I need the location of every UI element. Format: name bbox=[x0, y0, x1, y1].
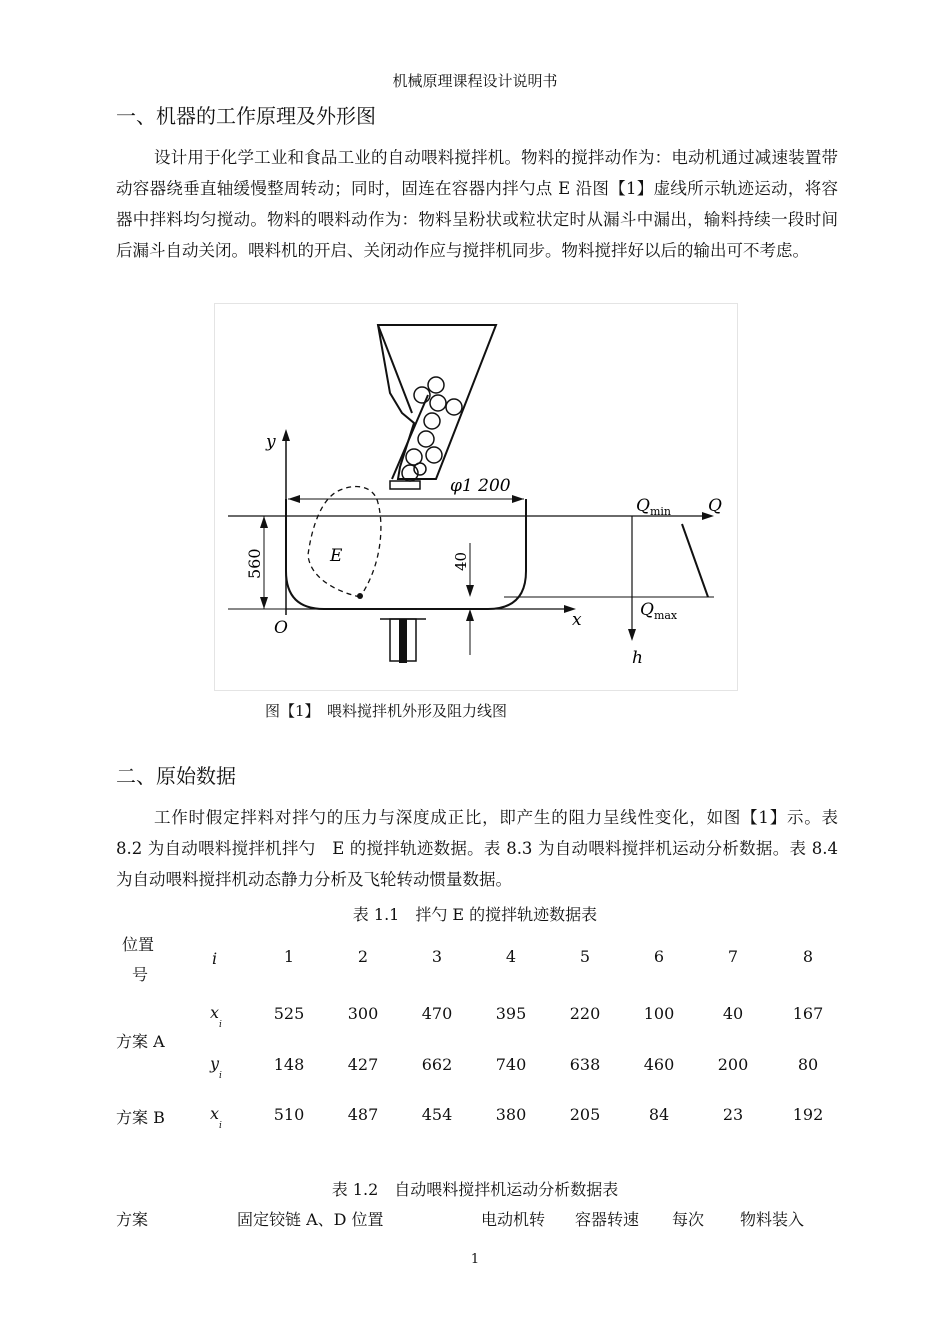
y-value: 200 bbox=[717, 1055, 749, 1074]
x-value: 84 bbox=[648, 1105, 670, 1124]
index-cell: 7 bbox=[727, 947, 739, 966]
index-symbol: i bbox=[212, 949, 218, 968]
e-label: E bbox=[330, 546, 343, 566]
x-symbol: x bbox=[210, 1003, 220, 1022]
x-value: 23 bbox=[722, 1105, 744, 1124]
table2-header-cell: 方案 bbox=[116, 1210, 149, 1229]
y-value: 740 bbox=[495, 1055, 527, 1074]
table2-header-cell: 每次 bbox=[672, 1210, 705, 1229]
y-value: 460 bbox=[643, 1055, 675, 1074]
x-value: 470 bbox=[421, 1004, 453, 1023]
qmin-symbol: Q bbox=[636, 496, 650, 516]
y-value: 662 bbox=[421, 1055, 453, 1074]
x-symbol: x bbox=[210, 1104, 220, 1123]
x-value: 100 bbox=[643, 1004, 675, 1023]
x-value: 220 bbox=[569, 1004, 601, 1023]
y-value: 80 bbox=[797, 1055, 819, 1074]
position-label-line2: 号 bbox=[132, 965, 149, 984]
depth-label: 40 bbox=[452, 551, 470, 571]
y-value: 638 bbox=[569, 1055, 601, 1074]
qmax-symbol: Q bbox=[640, 600, 654, 620]
page-number: 1 bbox=[470, 1252, 480, 1267]
section2-paragraph: 工作时假定拌料对拌勺的压力与深度成正比，即产生的阻力呈线性变化，如图【1】示。表 8.2 为自动喂料搅拌机拌勺 E 的搅拌轨迹数据。表 8.3 为自动喂料搅拌机运动分析数据。表 8.4 为自动喂料搅拌机动态静力分析及飞轮转动惯量数据。 bbox=[116, 808, 838, 889]
q-axis-label: Q bbox=[708, 496, 722, 516]
y-axis-label: y bbox=[266, 432, 276, 452]
mixer-figure bbox=[214, 303, 738, 691]
x-value: 510 bbox=[273, 1105, 305, 1124]
e-trajectory bbox=[308, 487, 381, 597]
y-symbol: y bbox=[210, 1054, 220, 1073]
hopper bbox=[378, 325, 496, 479]
index-cell: 6 bbox=[653, 947, 665, 966]
section2-title: 二、原始数据 bbox=[116, 764, 236, 788]
qmax-subscript: max bbox=[653, 609, 678, 622]
qmin-subscript: min bbox=[649, 505, 671, 518]
e-point bbox=[357, 593, 363, 599]
plan-b-label: 方案 B bbox=[116, 1108, 165, 1127]
x-value: 380 bbox=[495, 1105, 527, 1124]
index-cell: 3 bbox=[431, 947, 443, 966]
x-value: 454 bbox=[421, 1105, 453, 1124]
qmax-label bbox=[640, 600, 678, 622]
mixer-diagram bbox=[214, 303, 738, 691]
table2-caption: 表 1.2 自动喂料搅拌机运动分析数据表 bbox=[331, 1180, 619, 1199]
page-header: 机械原理课程设计说明书 bbox=[392, 72, 558, 90]
x-axis-label: x bbox=[572, 610, 582, 630]
plan-a-label: 方案 A bbox=[116, 1032, 165, 1051]
table1-caption: 表 1.1 拌勺 E 的搅拌轨迹数据表 bbox=[352, 905, 598, 924]
h-axis-label: h bbox=[632, 648, 643, 668]
y-value: 148 bbox=[273, 1055, 305, 1074]
x-value: 205 bbox=[569, 1105, 601, 1124]
table2-header-cell: 物料装入 bbox=[740, 1210, 805, 1229]
height-label: 560 bbox=[245, 548, 264, 579]
table2-header-cell: 电动机转 bbox=[481, 1210, 546, 1229]
x-value: 192 bbox=[792, 1105, 824, 1124]
x-subscript: i bbox=[219, 1020, 222, 1030]
material-particles bbox=[402, 377, 462, 481]
table2-header-cell: 固定铰链 A、D 位置 bbox=[237, 1210, 384, 1229]
origin-label: O bbox=[274, 618, 288, 638]
index-cell: 1 bbox=[283, 947, 295, 966]
x-subscript: i bbox=[219, 1121, 222, 1131]
qmin-label bbox=[636, 496, 671, 518]
x-value: 40 bbox=[722, 1004, 744, 1023]
table2-header-cell: 容器转速 bbox=[575, 1210, 640, 1229]
resistance-line bbox=[682, 524, 708, 597]
y-value: 427 bbox=[347, 1055, 379, 1074]
position-label-line1: 位置 bbox=[122, 935, 155, 954]
index-cell: 4 bbox=[505, 947, 517, 966]
x-value: 395 bbox=[495, 1004, 527, 1023]
section1-title: 一、机器的工作原理及外形图 bbox=[116, 104, 376, 128]
index-cell: 5 bbox=[579, 947, 591, 966]
x-value: 300 bbox=[347, 1004, 379, 1023]
shaft bbox=[399, 619, 407, 663]
index-cell: 8 bbox=[802, 947, 814, 966]
x-value: 487 bbox=[347, 1105, 379, 1124]
index-cell: 2 bbox=[357, 947, 369, 966]
section1-paragraph: 设计用于化学工业和食品工业的自动喂料搅拌机。物料的搅拌动作为：电动机通过减速装置带动容器绕垂直轴缓慢整周转动；同时，固连在容器内拌勺点 E 沿图【1】虚线所示轨迹运动，将容器中拌料均匀搅动。物料的喂料动作为：物料呈粉状或粒状定时从漏斗中漏出，输料持续一段时间后漏斗自动关闭。喂料机的开启、关闭动作应与搅拌机同步。物料搅拌好以后的输出可不考虑。 bbox=[116, 148, 838, 260]
x-value: 167 bbox=[792, 1004, 824, 1023]
x-value: 525 bbox=[273, 1004, 305, 1023]
figure-caption: 图【1】 喂料搅拌机外形及阻力线图 bbox=[265, 702, 508, 720]
y-subscript: i bbox=[219, 1071, 222, 1081]
diameter-label: φ1 200 bbox=[450, 476, 511, 496]
